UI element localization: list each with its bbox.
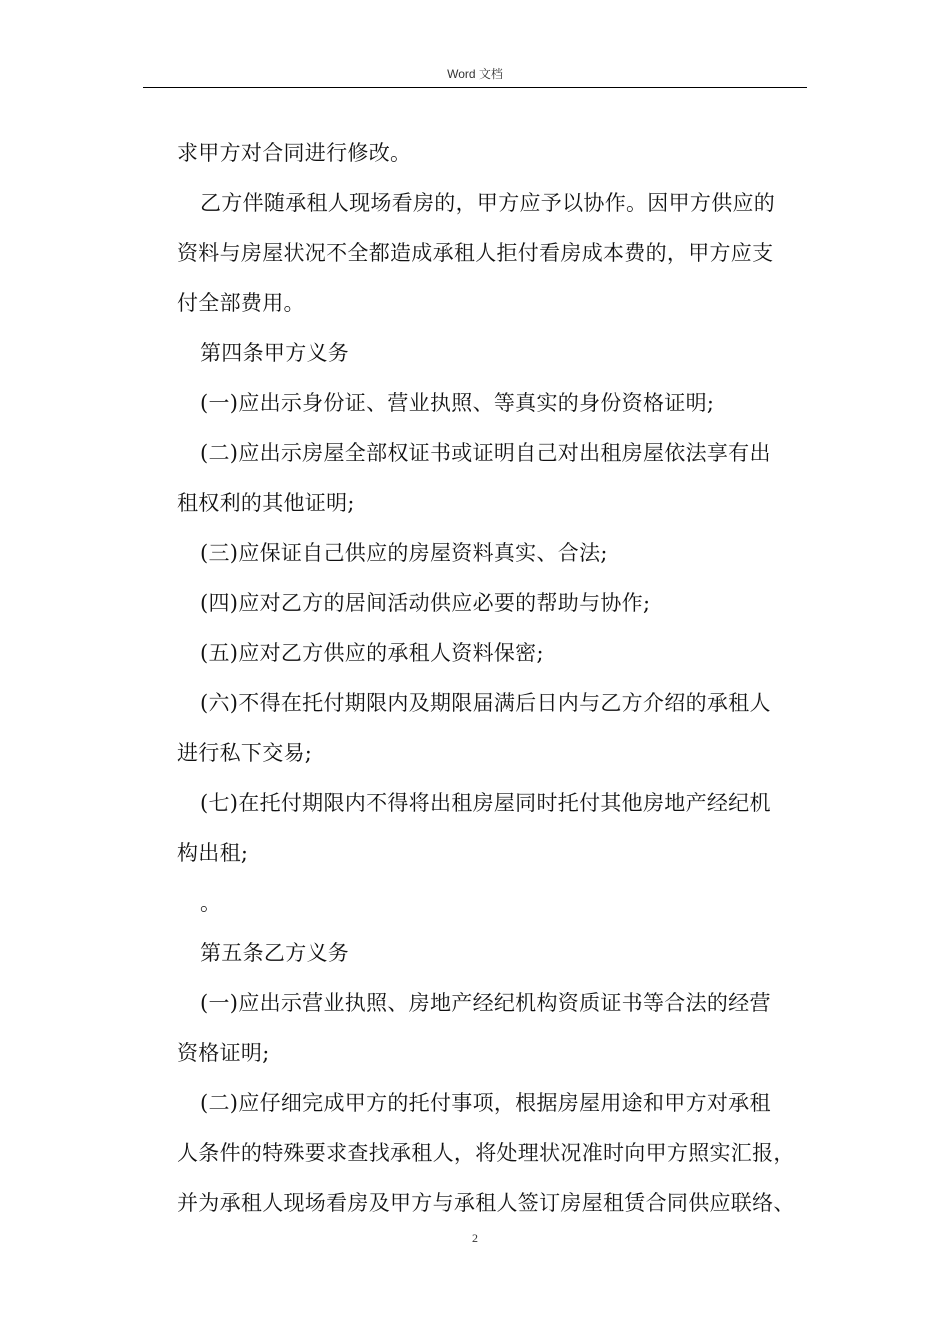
paragraph: [177, 878, 812, 928]
paragraph: [177, 978, 812, 1078]
paragraph-line: 第五条乙方义务: [200, 941, 350, 965]
paragraph-line: 进行私下交易;: [177, 741, 313, 765]
paragraph-line: 乙方伴随承租人现场看房的，甲方应予以协作。因甲方供应的: [200, 191, 776, 215]
paragraph-line: 人条件的特殊要求查找承租人，将处理状况准时向甲方照实汇报，: [177, 1141, 795, 1165]
paragraph-line: (一)应出示营业执照、房地产经纪机构资质证书等合法的经营: [200, 991, 771, 1015]
paragraph: [177, 1078, 812, 1228]
paragraph-line: (三)应保证自己供应的房屋资料真实、合法;: [200, 541, 608, 565]
paragraph: [177, 128, 812, 178]
paragraph: [177, 178, 812, 328]
paragraph-line: (七)在托付期限内不得将出租房屋同时托付其他房地产经纪机: [200, 791, 771, 815]
header-divider: [143, 87, 807, 88]
paragraph-line: 构出租;: [177, 841, 249, 865]
paragraph: [177, 328, 812, 378]
paragraph: [177, 778, 812, 878]
paragraph: [177, 678, 812, 778]
paragraph-line: 资格证明;: [177, 1041, 270, 1065]
paragraph-line: 并为承租人现场看房及甲方与承租人签订房屋租赁合同供应联络、: [177, 1191, 795, 1215]
paragraph: [177, 528, 812, 578]
paragraph-line: (五)应对乙方供应的承租人资料保密;: [200, 641, 544, 665]
paragraph: [177, 578, 812, 628]
paragraph-line: (一)应出示身份证、营业执照、等真实的身份资格证明;: [200, 391, 715, 415]
paragraph-line: 。: [200, 891, 222, 915]
paragraph-line: (二)应仔细完成甲方的托付事项，根据房屋用途和甲方对承租: [200, 1091, 771, 1115]
paragraph: [177, 428, 812, 528]
paragraph-line: 第四条甲方义务: [200, 341, 350, 365]
paragraph-line: (六)不得在托付期限内及期限届满后日内与乙方介绍的承租人: [200, 691, 771, 715]
paragraph: [177, 378, 812, 428]
page-number: 2: [472, 1231, 478, 1245]
paragraph: [177, 928, 812, 978]
page-header: Word 文档: [447, 67, 503, 81]
paragraph-line: 求甲方对合同进行修改。: [177, 141, 412, 165]
paragraph-line: 资料与房屋状况不全都造成承租人拒付看房成本费的，甲方应支: [177, 241, 774, 265]
paragraph-line: 租权利的其他证明;: [177, 491, 355, 515]
paragraph: [177, 628, 812, 678]
paragraph-line: (四)应对乙方的居间活动供应必要的帮助与协作;: [200, 591, 651, 615]
document-body: [177, 128, 812, 1228]
paragraph-line: 付全部费用。: [177, 291, 305, 315]
paragraph-line: (二)应出示房屋全部权证书或证明自己对出租房屋依法享有出: [200, 441, 771, 465]
